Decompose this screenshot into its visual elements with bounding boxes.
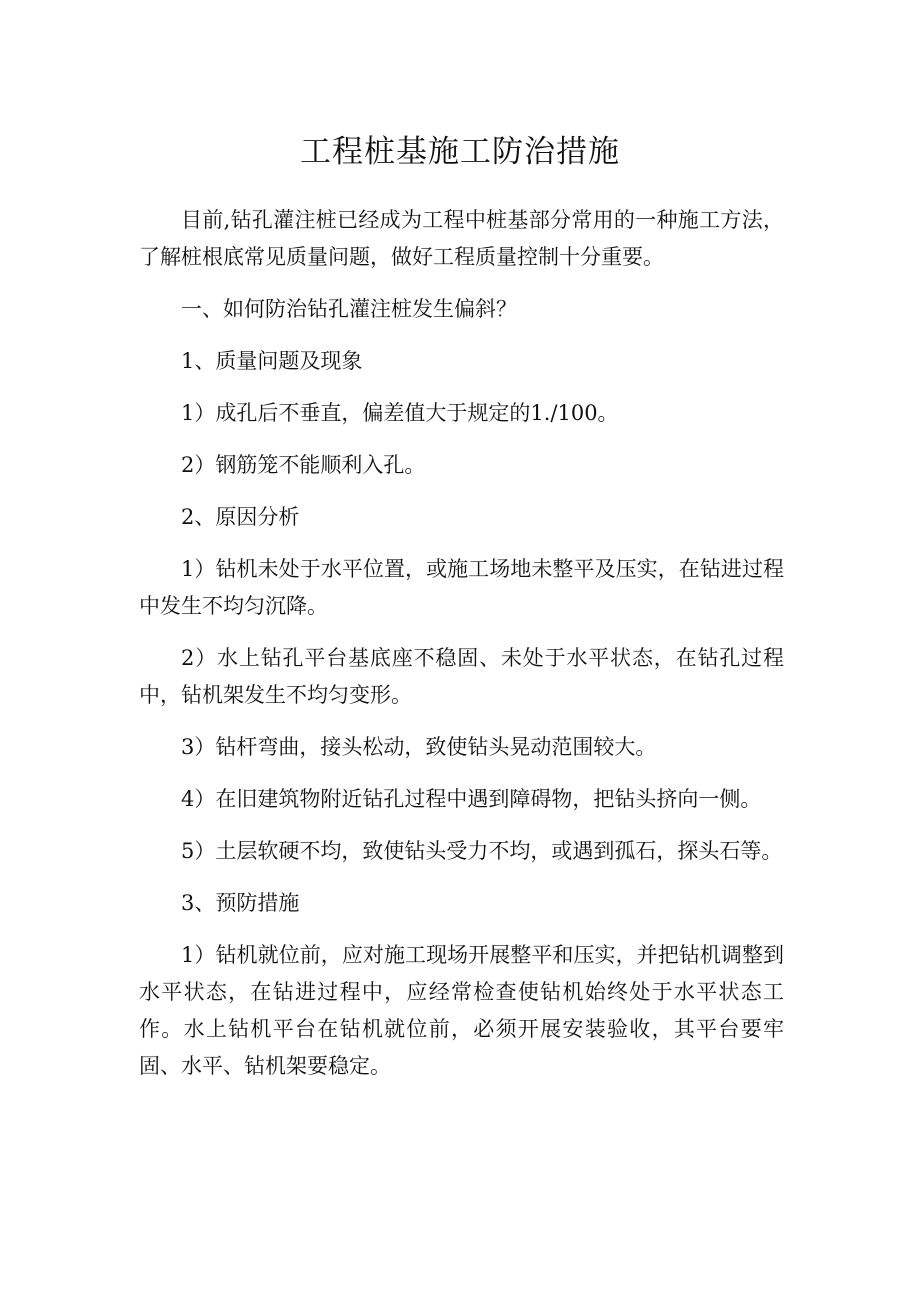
document-body: [139, 202, 784, 1085]
list-item-cause-1: 1）钻机未处于水平位置，或施工场地未整平及压实，在钻进过程中发生不均匀沉降。: [139, 557, 784, 618]
list-item-cause-2: 2）水上钻孔平台基底座不稳固、未处于水平状态，在钻孔过程中，钻机架发生不均匀变形。: [139, 646, 784, 707]
list-item-issue-1: 1）成孔后不垂直，偏差值大于规定的1./100。: [181, 401, 619, 425]
subheading-cause-analysis: 2、原因分析: [181, 505, 300, 529]
document-title: 工程桩基施工防治措施: [300, 134, 620, 170]
list-item-prevention-1: 1）钻机就位前，应对施工现场开展整平和压实，并把钻机调整到水平状态，在钻进过程中，应经常检查使钻机始终处于水平状态工作。水上钻机平台在钻机就位前，必须开展安装验收，其平台要牢固、水平、钻机架要稳定。: [139, 943, 784, 1078]
section-heading-1: 一、如何防治钻孔灌注桩发生偏斜？: [181, 297, 517, 321]
list-item-issue-2: 2）钢筋笼不能顺利入孔。: [181, 453, 426, 477]
subheading-quality-issues: 1、质量问题及现象: [181, 349, 363, 373]
subheading-prevention: 3、预防措施: [181, 891, 300, 915]
list-item-cause-3: 3）钻杆弯曲，接头松动，致使钻头晃动范围较大。: [181, 735, 657, 759]
paragraph-intro: 目前,钻孔灌注桩已经成为工程中桩基部分常用的一种施工方法，了解桩根底常见质量问题，做好工程质量控制十分重要。: [139, 208, 784, 269]
list-item-cause-4: 4）在旧建筑物附近钻孔过程中遇到障碍物，把钻头挤向一侧。: [181, 787, 762, 811]
list-item-cause-5: 5）土层软硬不均，致使钻头受力不均，或遇到孤石，探头石等。: [181, 839, 783, 863]
